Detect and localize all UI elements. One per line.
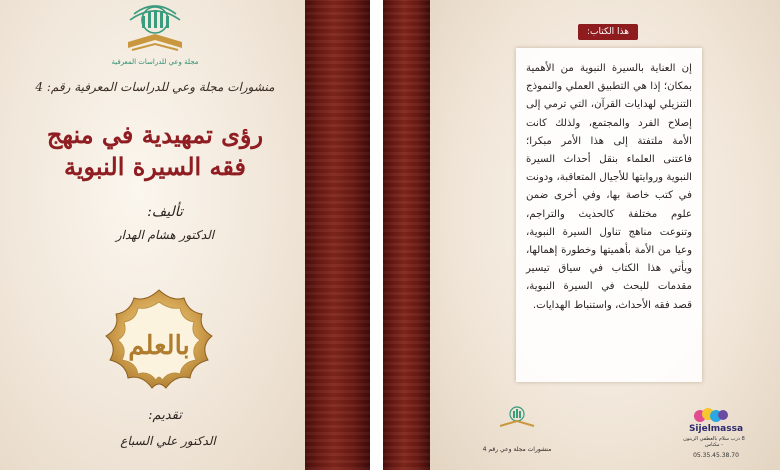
journal-logo-small-icon: [490, 404, 544, 430]
logo-caption: مجلة وعي للدراسات المعرفية: [111, 58, 199, 66]
blurb-text: إن العناية بالسيرة النبوية من الأهمية بمكان؛ إذا هي التطبيق العملي والنموذج التنزيلي لهدايات القرآن، التي ترمي إلى إصلاح الفرد والمجتمع، ولذلك كانت الأمة ملتفتة إلى هذا الأمر مبكرا؛ فاعتنى العلماء بنقل أحداث السيرة النبوية وروايتها للأجيال المتعاقبة، ودونت في كتب خاصة بها، وفي أخرى ضمن علوم مختلفة كالحديث والتراجم، وتنوعت مناهج تناول السيرة النبوية، وعيا من الأمة بأهميتها وخطورة إهمالها، ويأتي هذا الكتاب في سياق تيسير مقدمات للبحث في السيرة النبوية، قصد فقه الأحداث، واستنباط الهدايات.: [526, 63, 692, 311]
back-cover: [430, 0, 780, 470]
book-title-line1: رؤى تمهيدية في منهج: [46, 120, 264, 149]
author-label: تأليف:: [147, 204, 183, 220]
journal-logo-icon: [112, 2, 198, 66]
emblem-calligraphy: بالعلم: [128, 331, 190, 361]
preface-name: الدكتور علي السباع: [120, 434, 216, 448]
series-line: منشورات مجلة وعي للدراسات المعرفية رقم: 4: [35, 80, 275, 94]
spine-right: [383, 0, 430, 470]
back-series-line: منشورات مجلة وعي رقم 4: [482, 446, 552, 453]
front-cover: [0, 0, 305, 470]
publisher-logo-icon: [692, 406, 730, 426]
publisher-phone: 05.35.45.38.70: [693, 452, 739, 459]
publisher-address: 8 درب سلام بالعطفي الزيتون - مكناس: [683, 436, 745, 448]
spine-left: [305, 0, 370, 470]
calligraphy-emblem-icon: [88, 288, 230, 400]
publisher-name: Sijelmassa: [688, 424, 744, 434]
blurb-box: [516, 48, 702, 382]
about-book-badge: هذا الكتاب:: [578, 24, 638, 40]
preface-label: تقديم:: [148, 408, 182, 423]
author-name: الدكتور هشام الهدار: [115, 228, 215, 242]
book-title-line2: فقه السيرة النبوية: [63, 152, 247, 181]
